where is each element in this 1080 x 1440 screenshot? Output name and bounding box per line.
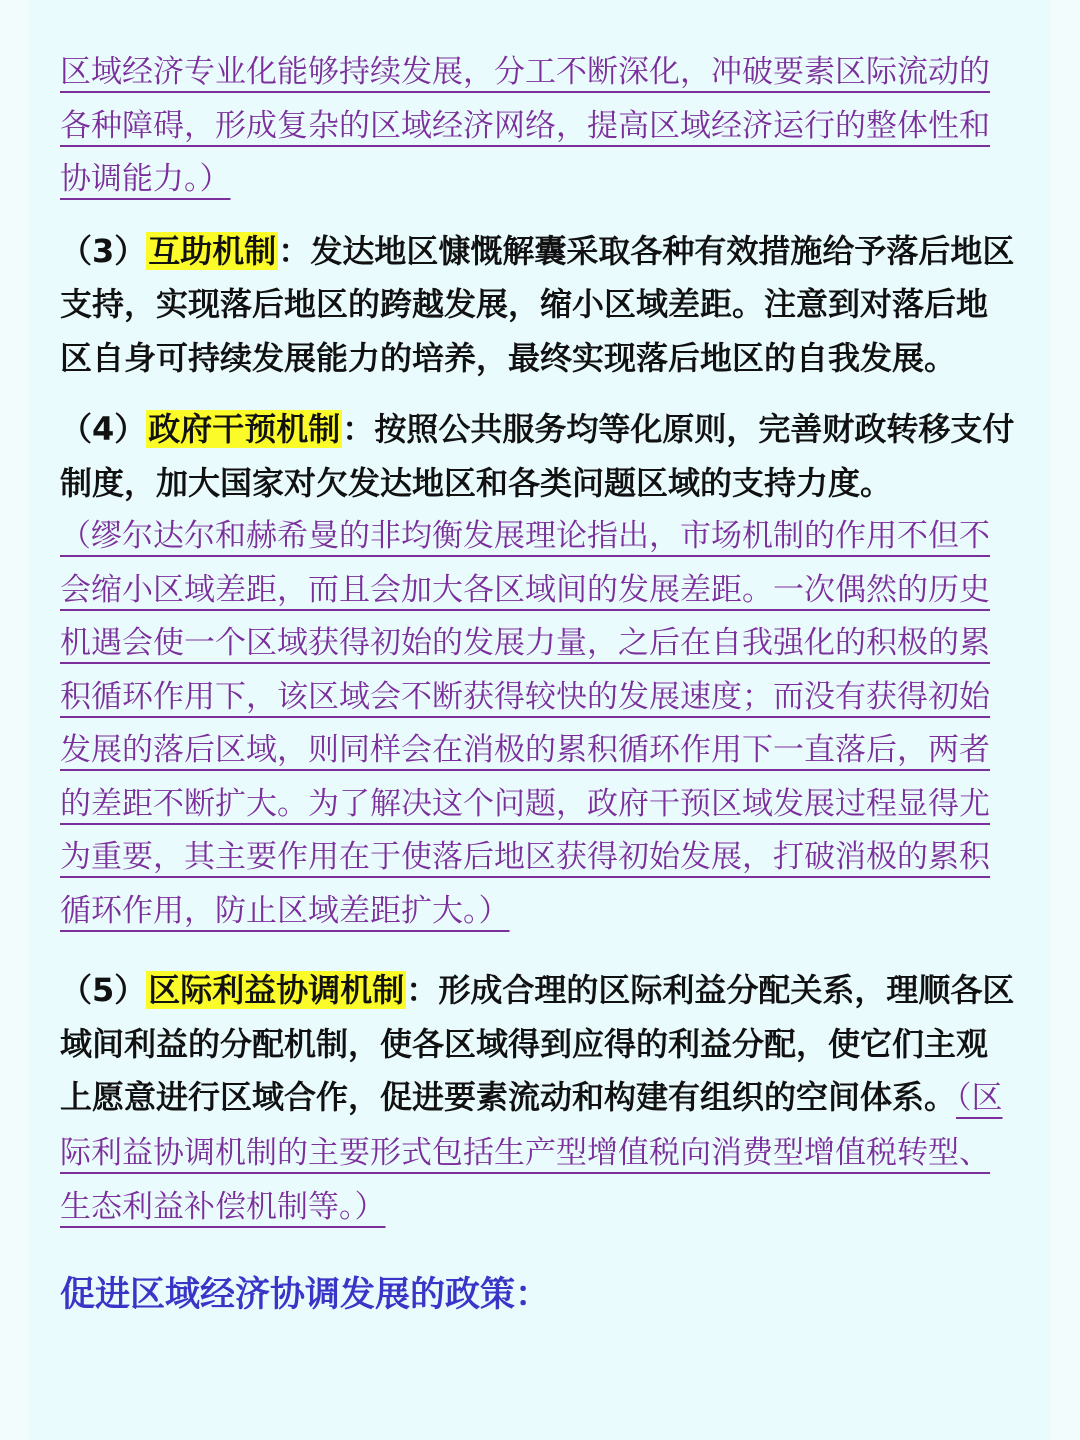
mechanism-item-mutual-aid — [60, 225, 1016, 386]
item-body: 按照公共服务均等化原则，完善财政转移支付制度，加大国家对欠发达地区和各类问题区域的支持力度。 — [60, 410, 1015, 502]
item-number: （4） — [60, 410, 147, 448]
interregional-benefit-annotation: （区际利益协调机制的主要形式包括生产型增值税向消费型增值税转型、生态利益补偿机制等。） — [60, 1080, 1003, 1225]
government-intervention-annotation — [60, 510, 1016, 938]
annotation-text: （缪尔达尔和赫希曼的非均衡发展理论指出，市场机制的作用不但不会缩小区域差距，而且会加大各区域间的发展差距。一次偶然的历史机遇会使一个区域获得初始的发展力量，之后在自我强化的积极的累积循环作用下，该区域会不断获得较快的发展速度；而没有获得初始发展的落后区域，则同样会在消极的累积循环作用下一直落后，两者的差距不断扩大。为了解决这个问题，政府干预区域发展过程显得尤为重要，其主要作用在于使落后地区获得初始发展，打破消极的累积循环作用，防止区域差距扩大。） — [60, 518, 990, 929]
highlighted-term: 区际利益协调机制 — [148, 971, 405, 1009]
item-body: 发达地区慷慨解囊采取各种有效措施给予落后地区支持，实现落后地区的跨越发展，缩小区域差距。注意到对落后地区自身可持续发展能力的培养，最终实现落后地区的自我发展。 — [60, 231, 1015, 377]
highlighted-term: 政府干预机制 — [148, 410, 341, 448]
item-colon: ： — [406, 971, 439, 1009]
intro-annotation — [60, 46, 1016, 207]
highlighted-term: 互助机制 — [148, 231, 277, 270]
item-number: （3） — [60, 231, 147, 270]
section-heading-policies: 促进区域经济协调发展的政策： — [60, 1274, 551, 1315]
item-body: 形成合理的区际利益分配关系，理顺各区域间利益的分配机制，使各区域得到应得的利益分配，使它们主观上愿意进行区域合作，促进要素流动和构建有组织的空间体系。 — [60, 971, 1015, 1116]
item-colon: ： — [278, 231, 311, 270]
intro-annotation-text: 区域经济专业化能够持续发展，分工不断深化，冲破要素区际流动的各种障碍，形成复杂的区域经济网络，提高区域经济运行的整体性和协调能力。） — [60, 54, 990, 197]
mechanism-item-interregional-benefit — [60, 964, 1016, 1235]
document-page — [30, 0, 1050, 1440]
mechanism-item-government-intervention — [60, 403, 1016, 510]
item-colon: ： — [342, 410, 375, 448]
item-number: （5） — [60, 971, 147, 1009]
